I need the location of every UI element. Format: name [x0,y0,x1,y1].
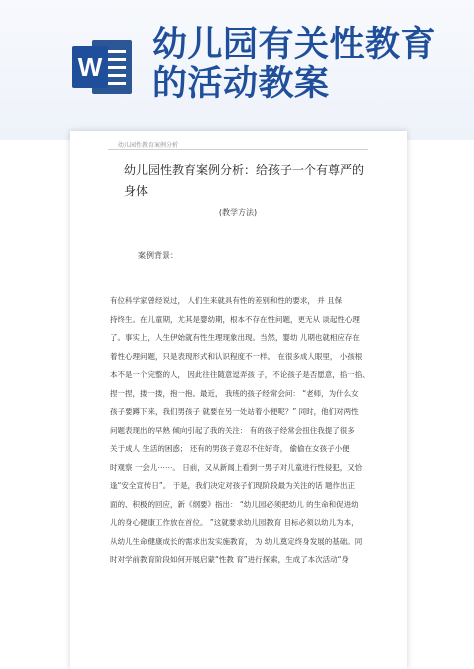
word-document-icon [70,36,134,98]
body-line: 本不是一个完整的人， 因此往往随意逗弄孩 子，不论孩子是否愿意，掐一掐、 [110,370,370,379]
body-line: 从幼儿生命健康成长的需求出发实施教育， 为 幼儿奠定终身发展的基础。同 [110,536,363,546]
document-title-banner [152,26,467,104]
body-line: 持终生。在儿童期，尤其是婴幼期，根本不存在性问题，更无从 谈起性心理 [110,314,360,324]
body-line: 捏一捏，搂一搂，抱一抱。最近， 我班的孩子经常会问： “老师，为什么女 [110,388,359,398]
body-line: 面的、积极的回应，新《纲要》指出： “幼儿园必须把幼儿 的生命和促进幼 [110,499,359,509]
word-logo-letter: W [77,52,103,82]
body-line: 逢“安全宣传日”。 于是，我们决定对孩子们现阶段最为关注的话 题作出正 [110,481,356,490]
body-line: 时观察 一会儿⋯⋯。 日前，又从新闻上看到一男子对儿童进行性侵犯，又恰 [110,462,363,472]
body-line: 儿的身心健康工作放在首位。 ”这就要求幼儿园教育 目标必须以幼儿为本， [110,518,359,527]
header-divider [108,149,368,150]
body-line: 有位科学家曾经说过， 人们生来就具有性的差别和性的要求， 并 且保 [110,296,343,305]
article-subtitle: (教学方法) [218,208,258,217]
body-line: 了。事实上，人生伊始就有性生理现象出现。当然，婴幼 儿期也就相应存在 [110,333,360,342]
header-banner [0,0,474,140]
body-line: 着性心理问题，只是表现形式和认识程度不一样。 在很多成人眼里， 小孩根 [110,351,363,361]
banner-title-line: 的活动教案 [152,64,330,104]
body-line: 关于成人 生活的困惑； 还有的男孩子竟忍不住好奇， 偷偷在女孩子小便 [110,444,350,453]
page-header-note: 幼儿园性教育案例分析 [118,142,179,149]
body-line: 问题表现出的早熟 倾向引起了我的关注： 有的孩子经常会扭住我提了很多 [110,425,355,435]
section-label: 案例背景： [138,251,178,260]
body-line: 孩子要蹲下来，我们男孩子 就要在另一处站着小便呢？” 同时，他们对两性 [110,407,359,416]
article-title: 幼儿园性教育案例分析：给孩子一个有尊严的身体 [124,163,365,198]
banner-title-line: 幼儿园有关性教育 [152,25,437,65]
body-text [110,292,370,570]
body-line: 时对学前教育阶段如何开展启蒙“性教 育”进行探索，生成了本次活动“身 [110,555,350,564]
